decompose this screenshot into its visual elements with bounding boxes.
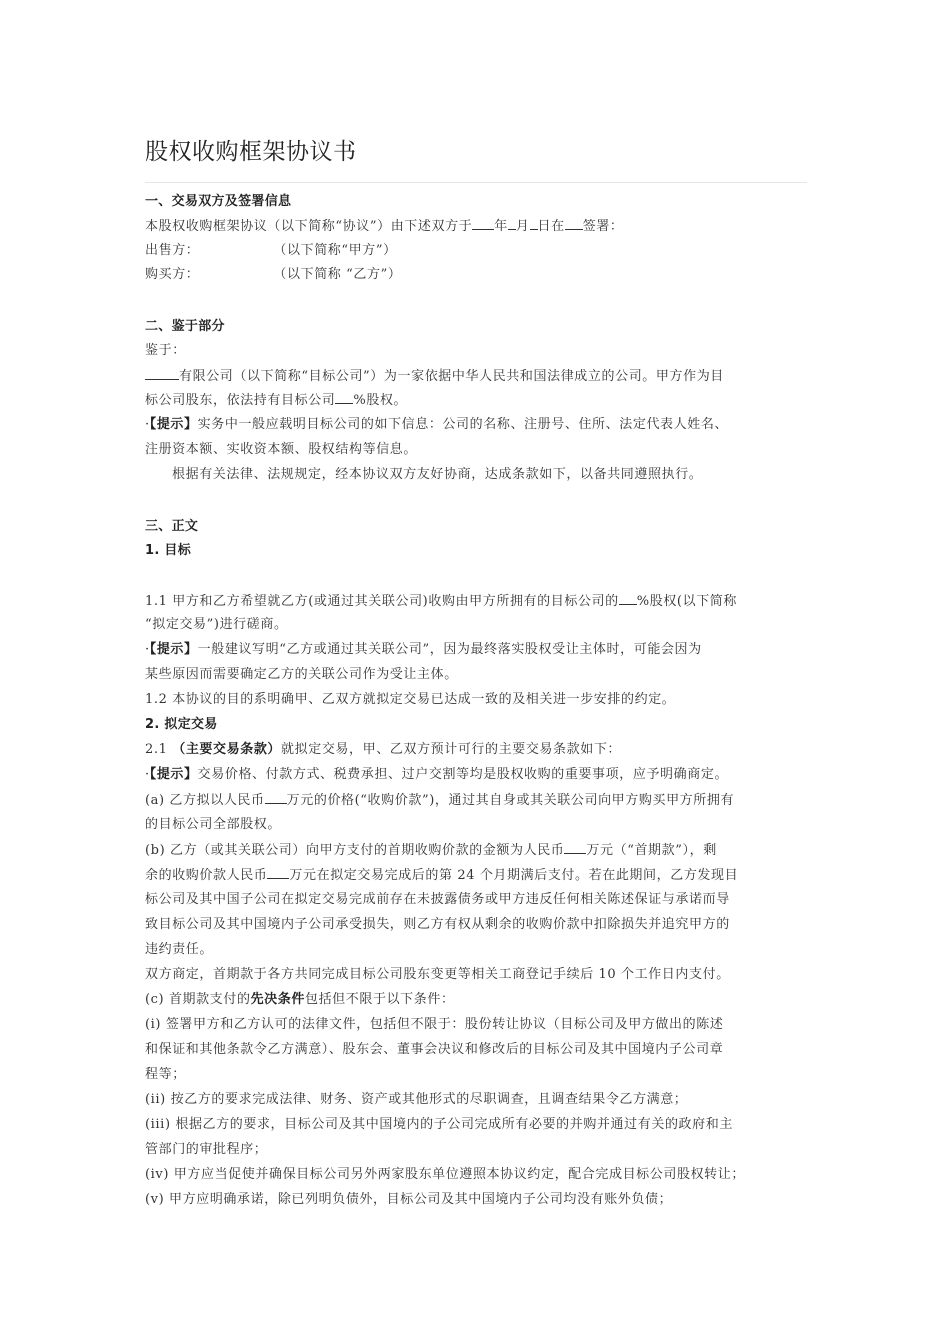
subsection-1-heading: 1. 目标 <box>145 543 192 558</box>
item-a-text: (a) 乙方拟以人民币 <box>145 793 265 808</box>
item-b-line <box>145 841 807 859</box>
target-company-text: 有限公司（以下简称“目标公司”）为一家依据中华人民共和国法律成立的公司。甲方作为目 <box>179 369 724 384</box>
blank-company-name <box>145 367 179 380</box>
item-b-cont: 万元（“首期款”），剩 <box>586 843 717 858</box>
signing-end: 签署： <box>582 219 624 234</box>
item-i-line-2: 和保证和其他条款令乙方满意）、股东会、董事会决议和修改后的目标公司及其中国境内子公司章 <box>145 1042 724 1057</box>
item-i-line-3: 程等； <box>145 1067 186 1082</box>
clause-title: （主要交易条款） <box>172 742 282 757</box>
blank-month <box>508 217 516 230</box>
seller-note: （以下简称“甲方”） <box>273 243 397 258</box>
shareholding-end: %股权。 <box>353 393 408 408</box>
item-b-text-2: 余的收购价款人民币 <box>145 868 268 883</box>
clause-text: 就拟定交易，甲、乙双方预计可行的主要交易条款如下： <box>281 742 622 757</box>
conditions-precedent: 先决条件 <box>250 992 305 1007</box>
item-c-text: (c) 首期款支付的 <box>145 992 251 1007</box>
blank-remaining-payment <box>267 866 289 879</box>
item-b-text: (b) 乙方（或其关联公司）向甲方支付的首期收购价款的金额为人民币 <box>145 843 565 858</box>
clause-1-1-cont: %股权(以下简称 <box>636 594 737 609</box>
section-3-heading: 三、正文 <box>145 519 199 534</box>
item-iv-line: (iv) 甲方应当促使并确保目标公司另外两家股东单位遵照本协议约定，配合完成目标公司股权转让； <box>145 1167 745 1182</box>
tip-label: 【提示】 <box>149 642 198 657</box>
buyer-note: （以下简称 “乙方”） <box>273 267 402 282</box>
tip-1-line <box>145 416 807 434</box>
item-ii-line: (ii) 按乙方的要求完成法律、财务、资产或其他形式的尽职调查，且调查结果令乙方满意； <box>145 1092 688 1107</box>
item-b-cont-2: 万元在拟定交易完成后的第 24 个月期满后支付。若在此期间，乙方发现目 <box>289 868 739 883</box>
year-label: 年 <box>494 219 508 234</box>
target-company-line-2 <box>145 391 807 409</box>
seller-label: 出售方： <box>145 243 200 258</box>
clause-1-1-text: 1.1 甲方和乙方希望就乙方(或通过其关联公司)收购由甲方所拥有的目标公司的 <box>145 594 619 609</box>
item-a-cont: 万元的价格(“收购价款”)，通过其自身或其关联公司向甲方购买甲方所拥有 <box>286 793 735 808</box>
agreement-basis: 根据有关法律、法规规定，经本协议双方友好协商，达成条款如下，以备共同遵照执行。 <box>172 467 703 482</box>
item-iii-line: (iii) 根据乙方的要求，目标公司及其中国境内的子公司完成所有必要的并购并通过有关的政府和主 <box>145 1117 733 1132</box>
title-divider <box>145 182 807 183</box>
blank-year <box>472 217 494 230</box>
document-title: 股权收购框架协议书 <box>145 139 357 165</box>
item-a-line <box>145 791 807 809</box>
item-b-line-3: 标公司及其中国子公司在拟定交易完成前存在未披露债务或甲方违反任何相关陈述保证与承诺而导 <box>145 892 730 907</box>
clause-1-2: 1.2 本协议的目的系明确甲、乙双方就拟定交易已达成一致的及相关进一步安排的约定。 <box>145 692 676 707</box>
tip-3-line <box>145 766 807 784</box>
whereas-label: 鉴于： <box>145 343 186 358</box>
payment-agreement: 双方商定，首期款于各方共同完成目标公司股东变更等相关工商登记手续后 10 个工作日内支付。 <box>145 967 730 982</box>
clause-1-1-line <box>145 592 807 610</box>
clause-2-1-line <box>145 741 807 759</box>
bullet-icon: · <box>145 767 150 782</box>
item-i-line: (i) 签署甲方和乙方认可的法律文件，包括但不限于：股份转让协议（目标公司及甲方做出的陈述 <box>145 1017 724 1032</box>
buyer-line <box>145 266 807 284</box>
seller-line <box>145 242 807 260</box>
section-1-heading: 一、交易双方及签署信息 <box>145 194 292 209</box>
tip-text: 一般建议写明“乙方或通过其关联公司”，因为最终落实股权受让主体时，可能会因为 <box>197 642 702 657</box>
subsection-2-heading: 2. 拟定交易 <box>145 717 218 732</box>
item-b-line-2 <box>145 866 807 884</box>
tip-label: 【提示】 <box>149 767 198 782</box>
clause-number: 2.1 <box>145 742 173 757</box>
clause-1-1-line-2: “拟定交易”)进行磋商。 <box>145 617 288 632</box>
item-iii-line-2: 管部门的审批程序； <box>145 1142 268 1157</box>
item-b-line-5: 违约责任。 <box>145 942 214 957</box>
tip-2-line-2: 某些原因而需要确定乙方的关联公司作为受让主体。 <box>145 667 458 682</box>
month-label: 月 <box>515 219 530 234</box>
item-c-line <box>145 991 807 1009</box>
buyer-label: 购买方： <box>145 267 200 282</box>
blank-day <box>530 217 538 230</box>
blank-equity-percent <box>619 592 637 605</box>
tip-2-line <box>145 641 807 659</box>
section-2-heading: 二、鉴于部分 <box>145 319 225 334</box>
item-c-cont: 包括但不限于以下条件： <box>304 992 455 1007</box>
tip-text: 交易价格、付款方式、税费承担、过户交割等均是股权收购的重要事项，应予明确商定。 <box>197 767 729 782</box>
target-company-line <box>145 367 807 385</box>
blank-price <box>265 791 287 804</box>
bullet-icon: · <box>145 642 150 657</box>
item-b-line-4: 致目标公司及其中国境内子公司承受损失，则乙方有权从剩余的收购价款中扣除损失并追究甲方的 <box>145 917 730 932</box>
item-a-line-2: 的目标公司全部股权。 <box>145 817 282 832</box>
tip-text: 实务中一般应载明目标公司的如下信息：公司的名称、注册号、住所、法定代表人姓名、 <box>197 417 729 432</box>
item-v-line: (v) 甲方应明确承诺，除已列明负债外，目标公司及其中国境内子公司均没有账外负债； <box>145 1192 673 1207</box>
signing-text: 本股权收购框架协议（以下简称“协议”）由下述双方于 <box>145 219 473 234</box>
blank-place <box>565 217 583 230</box>
shareholding-text: 标公司股东，依法持有目标公司 <box>145 393 336 408</box>
signing-line <box>145 217 807 235</box>
blank-percent <box>335 391 353 404</box>
blank-first-payment <box>564 841 586 854</box>
tip-label: 【提示】 <box>149 417 198 432</box>
tip-1-line-2: 注册资本额、实收资本额、股权结构等信息。 <box>145 442 418 457</box>
day-label: 日在 <box>537 219 565 234</box>
bullet-icon: · <box>145 417 150 432</box>
